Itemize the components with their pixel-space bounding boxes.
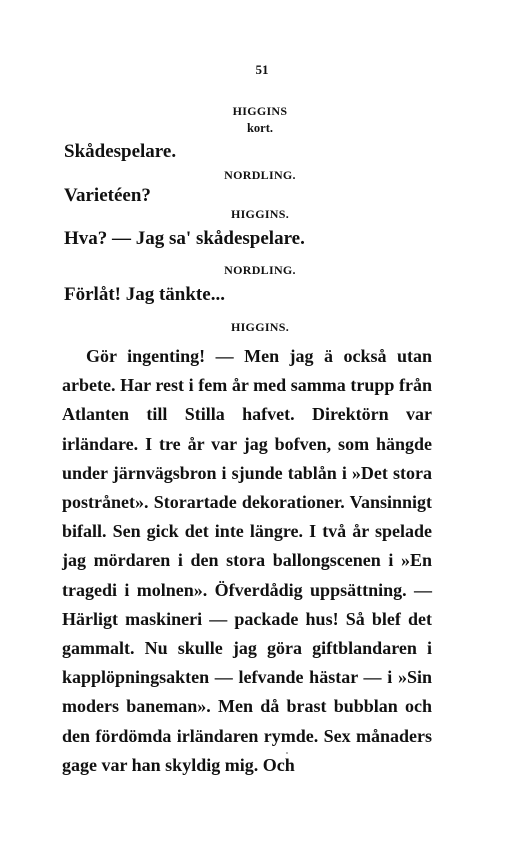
dialogue-line: Skådespelare. bbox=[64, 141, 177, 162]
speaker-name: NORDLING. bbox=[224, 263, 296, 277]
dialogue-line: Förlåt! Jag tänkte... bbox=[64, 284, 225, 305]
page-number: 51 bbox=[255, 62, 269, 77]
speaker-name: HIGGINS. bbox=[230, 320, 290, 334]
dialogue-paragraph: Gör ingenting! — Men jag ä också utan arbete. Har rest i fem år med samma trupp från Atlanten till Stilla hafvet. Direktörn var irländare. I tre år var jag bofven, som hängde under järnvägsbron i sjunde tablån i »Det stora postrånet». Storartade dekorationer. Vansinnigt bifall. Sen gick det inte längre. I två år spelade jag mördaren i den stora ballongscenen i »En tragedi i molnen». Öfverdådig uppsättning. — Härligt maskineri — packade hus! Så blef det gammalt. Nu skulle jag göra giftblandaren i kapplöpningsakten — lefvande hästar — i »Sin moders baneman». Men då brast bubblan och den fördömda irländaren rymde. Sex månaders gage var han skyldig mig. Och bbox=[62, 346, 432, 775]
dialogue-line: Hva? — Jag sa' skådespelare. bbox=[64, 228, 305, 249]
speaker-name: HIGGINS. bbox=[230, 207, 290, 221]
speaker-name: NORDLING. bbox=[224, 168, 296, 182]
print-speck bbox=[286, 752, 288, 754]
dialogue-line: Varietéen? bbox=[64, 185, 151, 206]
speaker-name: HIGGINS bbox=[232, 104, 288, 118]
stage-direction: kort. bbox=[246, 121, 274, 135]
